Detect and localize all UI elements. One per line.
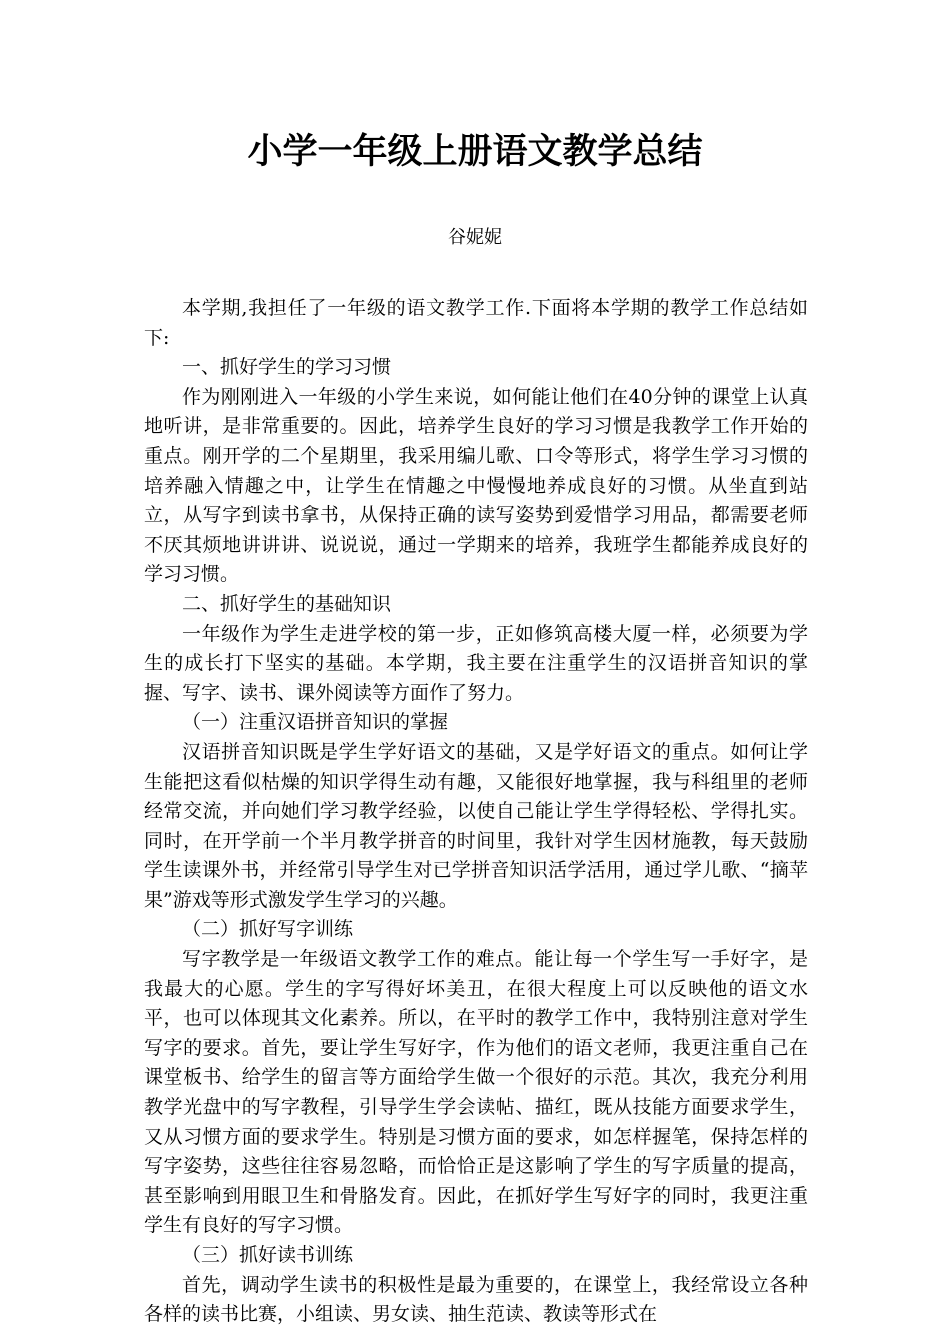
subsection-heading-2: （二）抓好写字训练 xyxy=(182,918,354,941)
body-paragraph: 作为刚刚进入一年级的小学生来说，如何能让他们在40分钟的课堂上认真地听讲，是非常重要的。因此，培养学生良好的学习习惯是我教学工作开始的重点。刚开学的二个星期里，我采用编儿歌、口令等形式，将学生学习习惯的培养融入情趣之中，让学生在情趣之中慢慢地养成良好的习惯。从坐直到站立，从写字到读书拿书，从保持正确的读写姿势到爱惜学习用品，都需要老师不厌其烦地讲讲讲、说说说，通过一学期来的培养，我班学生都能养成良好的学习习惯。 xyxy=(144,385,808,586)
intro-paragraph: 本学期,我担任了一年级的语文教学工作.下面将本学期的教学工作总结如下: xyxy=(144,297,808,349)
subsection-heading-3: （三）抓好读书训练 xyxy=(182,1244,354,1266)
body-paragraph: 首先，调动学生读书的积极性是最为重要的，在课堂上，我经常设立各种各样的读书比赛，小组读、男女读、抽生范读、教读等形式在 xyxy=(144,1273,808,1326)
document-author: 谷妮妮 xyxy=(448,227,502,248)
subsection-heading-1: （一）注重汉语拼音知识的掌握 xyxy=(182,711,449,734)
body-paragraph: 写字教学是一年级语文教学工作的难点。能让每一个学生写一手好字，是我最大的心愿。学生的字写得好坏美丑，在很大程度上可以反映他的语文水平，也可以体现其文化素养。所以，在平时的教学工作中，我特别注意对学生写字的要求。首先，要让学生写好字，作为他们的语文老师，我更注重自己在课堂板书、给学生的留言等方面给学生做一个很好的示范。其次，我充分利用教学光盘中的写字教程，引导学生学会读帖、描红，既从技能方面要求学生，又从习惯方面的要求学生。特别是习惯方面的要求，如怎样握笔，保持怎样的写字姿势，这些往往容易忽略，而恰恰正是这影响了学生的写字质量的提高，甚至影响到用眼卫生和骨胳发育。因此，在抓好学生写好字的同时，我更注重学生有良好的写字习惯。 xyxy=(144,948,808,1237)
body-paragraph: 汉语拼音知识既是学生学好语文的基础，又是学好语文的重点。如何让学生能把这看似枯燥的知识学得生动有趣，又能很好地掌握，我与科组里的老师经常交流，并向她们学习教学经验，以使自己能让学生学得轻松、学得扎实。同时，在开学前一个半月教学拼音的时间里，我针对学生因材施教，每天鼓励学生读课外书，并经常引导学生对已学拼音知识活学活用，通过学儿歌、“摘苹果”游戏等形式激发学生学习的兴趣。 xyxy=(144,740,808,911)
body-paragraph: 一年级作为学生走进学校的第一步，正如修筑高楼大厦一样，必须要为学生的成长打下坚实的基础。本学期，我主要在注重学生的汉语拼音知识的掌握、写字、读书、课外阅读等方面作了努力。 xyxy=(144,622,808,704)
section-heading-2: 二、抓好学生的基础知识 xyxy=(182,592,392,615)
document-title: 小学一年级上册语文教学总结 xyxy=(247,131,703,172)
section-heading-1: 一、抓好学生的学习习惯 xyxy=(182,356,392,379)
document-body xyxy=(144,294,808,1330)
